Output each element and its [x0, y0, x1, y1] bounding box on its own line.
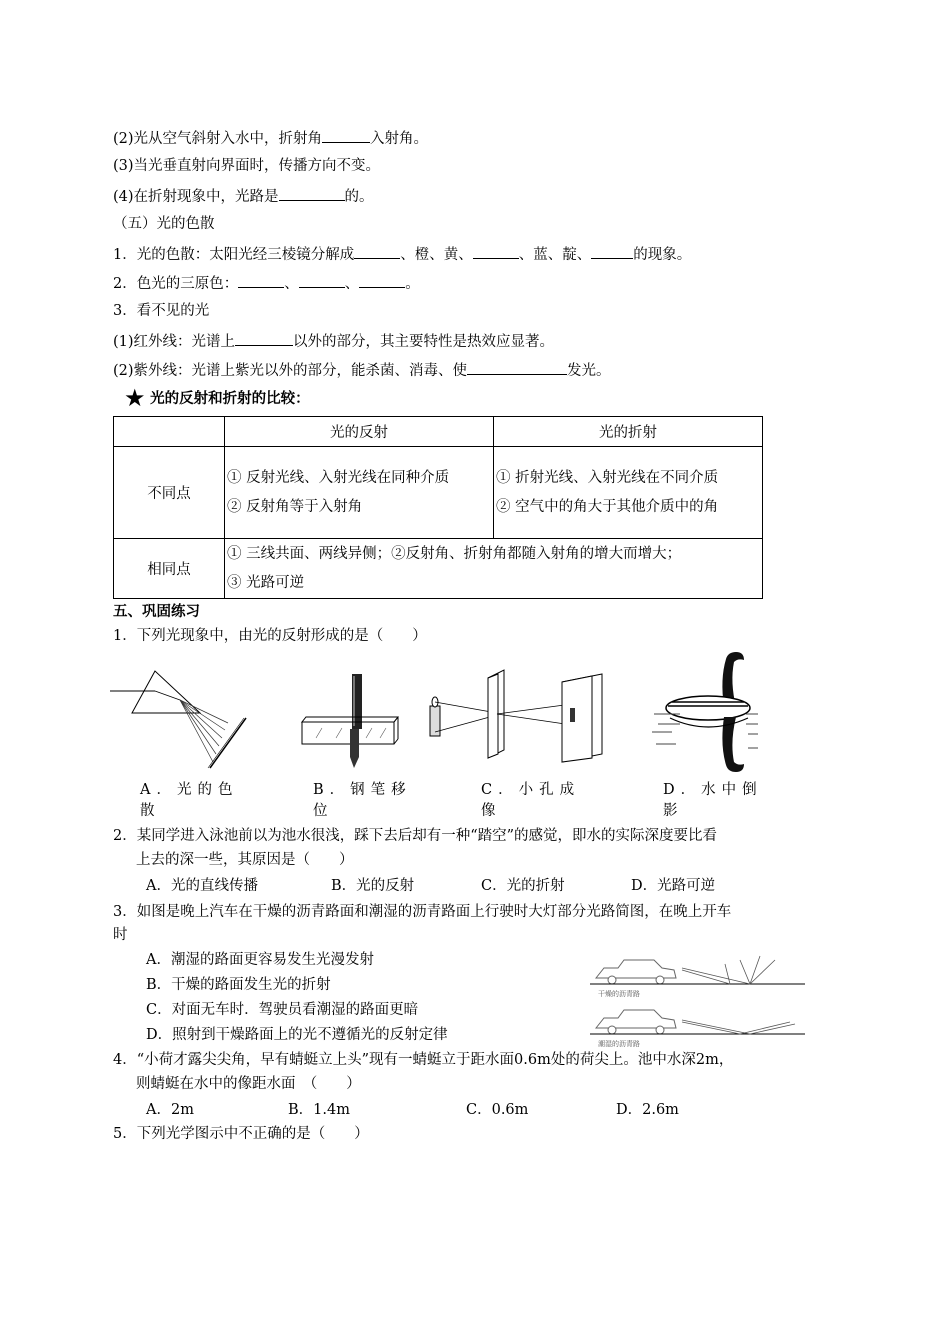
separator: 、 [284, 276, 299, 292]
answer-blank[interactable] [467, 359, 567, 375]
question-2-cont: 上去的深一些，其原因是（ ） [136, 852, 354, 868]
option-text: B．钢笔移 [313, 782, 412, 798]
cell-line: ① 三线共面、两线异侧；②反射角、折射角都随入射角的增大而增大； [227, 545, 682, 562]
q1-option-d[interactable] [663, 780, 763, 822]
question-2: 2．某同学进入泳池前以为池水很浅，踩下去后却有一种“踏空”的感觉，即水的实际深度要比看 [113, 828, 718, 844]
q1-option-c[interactable] [481, 780, 580, 822]
answer-blank[interactable] [235, 330, 293, 346]
cell-line: ③ 光路可逆 [227, 574, 305, 591]
answer-blank[interactable] [322, 127, 370, 143]
dispersion-item-2 [113, 272, 420, 294]
diff-reflection-cell [225, 447, 494, 539]
question-4: 4．“小荷才露尖尖角，早有蜻蜓立上头”现有一蜻蜓立于距水面0.6m处的荷尖上。池中水深2m， [113, 1052, 734, 1068]
refraction-line-3: (3)当光垂直射向界面时，传播方向不变。 [113, 158, 381, 174]
line-text: 入射角。 [370, 131, 429, 147]
line-text: 1．光的色散：太阳光经三棱镜分解成 [113, 247, 355, 263]
answer-blank[interactable] [354, 243, 400, 259]
q2-option-a[interactable]: A．光的直线传播 [146, 878, 258, 894]
line-text: (2)光从空气斜射入水中，折射角 [113, 131, 323, 147]
q4-options [146, 1100, 679, 1120]
road-headlight-figure [590, 950, 810, 1050]
pen-in-glass-figure [296, 672, 402, 780]
header-reflection: 光的反射 [225, 417, 494, 447]
line-text: 2．色光的三原色： [113, 276, 239, 292]
option-text: 位 [313, 803, 334, 819]
water-reflection-figure [650, 648, 760, 776]
cell-line: ② 反射角等于入射角 [227, 498, 363, 515]
line-text: (1)红外线：光谱上 [113, 334, 236, 350]
dispersion-item-1 [113, 243, 691, 265]
question-5: 5．下列光学图示中不正确的是（ ） [113, 1126, 369, 1142]
diff-refraction-cell [494, 447, 763, 539]
line-text: 的现象。 [633, 247, 692, 263]
q2-option-d[interactable]: D．光路可逆 [631, 878, 716, 894]
answer-blank[interactable] [591, 243, 633, 259]
option-text: C．小孔成 [481, 782, 581, 798]
line-text: 。 [405, 276, 420, 292]
question-3: 3．如图是晚上汽车在干燥的沥青路面和潮湿的沥青路面上行驶时大灯部分光路简图，在晚上开车 [113, 904, 732, 920]
line-text: 、蓝、靛、 [518, 247, 592, 263]
table-row-similarities [114, 539, 763, 599]
q4-option-b[interactable]: B．1.4m [288, 1102, 350, 1118]
question-4-cont: 则蜻蜓在水中的像距水面 （ ） [136, 1076, 361, 1092]
line-text: (4)在折射现象中，光路是 [113, 189, 279, 205]
line-text: (2)紫外线：光谱上紫光以外的部分，能杀菌、消毒、使 [113, 363, 468, 379]
ultraviolet-line [113, 359, 611, 381]
answer-blank[interactable] [359, 272, 405, 288]
wet-road-caption: 潮湿的沥青路 [598, 1040, 640, 1048]
row-label-differences: 不同点 [114, 447, 225, 539]
table-header-row [114, 417, 763, 447]
similarities-cell [225, 539, 763, 599]
answer-blank[interactable] [473, 243, 519, 259]
cell-line: ① 反射光线、入射光线在同种介质 [227, 469, 450, 486]
comparison-table [113, 416, 763, 599]
q1-option-b[interactable] [313, 780, 412, 822]
q2-options [146, 876, 715, 896]
q4-option-d[interactable]: D．2.6m [616, 1102, 679, 1118]
option-text: A．光的色 [140, 782, 239, 798]
line-text: 发光。 [567, 363, 611, 379]
option-text: 影 [663, 803, 684, 819]
q4-option-c[interactable]: C．0.6m [466, 1102, 529, 1118]
answer-blank[interactable] [238, 272, 284, 288]
q3-option-b[interactable]: B．干燥的路面发生光的折射 [146, 977, 331, 993]
line-text: 的。 [344, 189, 374, 205]
q3-option-c[interactable]: C．对面无车时．驾驶员看潮湿的路面更暗 [146, 1002, 419, 1018]
q2-option-c[interactable]: C．光的折射 [481, 878, 565, 894]
q3-option-a[interactable]: A．潮湿的路面更容易发生光漫发射 [146, 952, 374, 968]
question-1: 1．下列光现象中，由光的反射形成的是（ ） [113, 628, 427, 644]
dry-road-car-icon [596, 960, 676, 984]
dispersion-item-3: 3．看不见的光 [113, 303, 210, 319]
option-text: 像 [481, 803, 502, 819]
table-row-differences [114, 447, 763, 539]
prism-dispersion-figure [110, 668, 260, 773]
comparison-title-text: 光的反射和折射的比较： [150, 391, 310, 407]
refraction-line-2 [113, 127, 428, 149]
option-text: 散 [140, 803, 161, 819]
empty-header-cell [114, 417, 225, 447]
line-text: 以外的部分，其主要特性是热效应显著。 [293, 334, 555, 350]
comparison-title [124, 384, 310, 412]
dispersion-heading: （五）光的色散 [113, 216, 215, 232]
answer-blank[interactable] [299, 272, 345, 288]
wet-road-car-icon [596, 1010, 676, 1034]
q3-option-d[interactable]: D．照射到干燥路面上的光不遵循光的反射定律 [146, 1027, 448, 1043]
answer-blank[interactable] [279, 185, 345, 201]
option-text: D．水中倒 [663, 782, 763, 798]
infrared-line [113, 330, 554, 352]
pinhole-camera-figure [422, 668, 612, 778]
dry-road-caption: 干燥的沥青路 [598, 990, 640, 998]
cell-line: ② 空气中的角大于其他介质中的角 [496, 498, 719, 515]
q2-option-b[interactable]: B．光的反射 [331, 878, 415, 894]
cell-line: ① 折射光线、入射光线在不同介质 [496, 469, 719, 486]
header-refraction: 光的折射 [494, 417, 763, 447]
refraction-line-4 [113, 185, 374, 207]
q4-option-a[interactable]: A．2m [146, 1102, 194, 1118]
q1-option-a[interactable] [140, 780, 238, 822]
separator: 、 [344, 276, 360, 292]
exercises-heading: 五、巩固练习 [113, 604, 200, 620]
question-3-cont: 时 [113, 927, 128, 943]
row-label-similarities: 相同点 [114, 539, 225, 599]
line-text: 、橙、黄、 [400, 247, 473, 263]
star-icon: ★ [124, 384, 146, 412]
